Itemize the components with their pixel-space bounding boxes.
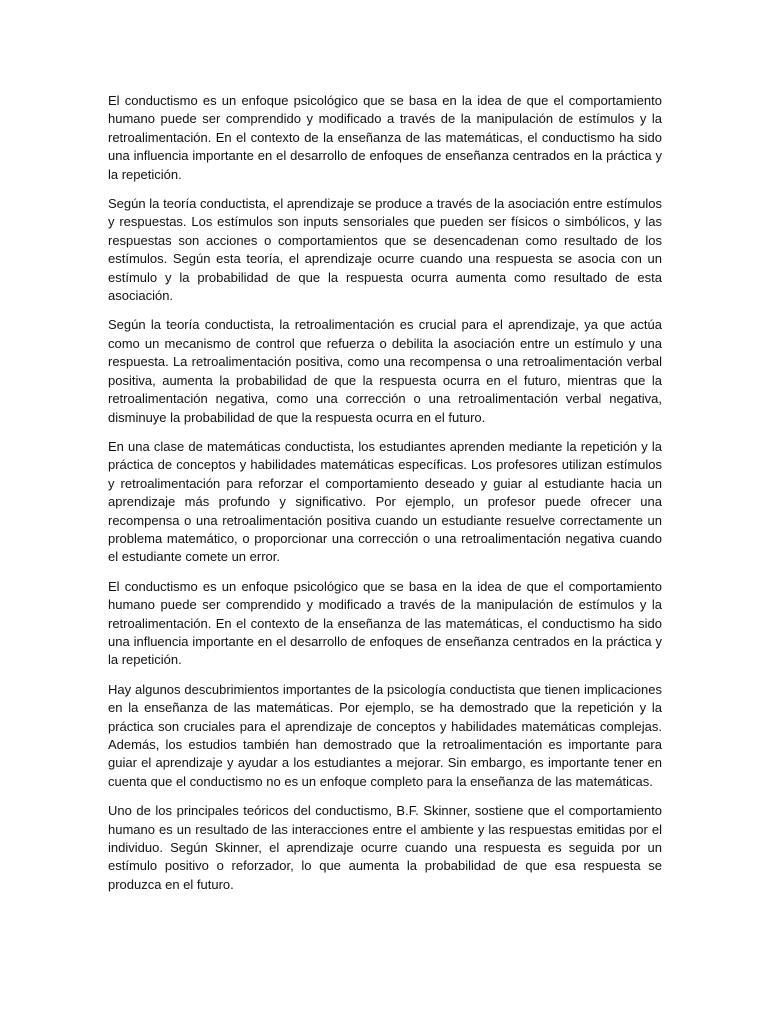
paragraph-1: El conductismo es un enfoque psicológico que se basa en la idea de que el comportamiento humano puede ser comprendido y modificado a través de la manipulación de estímulos y la retroalimentación. En el contexto de la enseñanza de las matemáticas, el conductismo ha sido una influencia importante en el desarrollo de enfoques de enseñanza centrados en la práctica y la repetición.	[108, 93, 662, 182]
paragraph-6: Hay algunos descubrimientos importantes de la psicología conductista que tienen implicaciones en la enseñanza de las matemáticas. Por ejemplo, se ha demostrado que la repetición y la práctica son cruciales para el aprendizaje de conceptos y habilidades matemáticas complejas. Además, los estudios también han demostrado que la retroalimentación es importante para guiar el aprendizaje y ayudar a los estudiantes a mejorar. Sin embargo, es importante tener en cuenta que el conductismo no es un enfoque completo para la enseñanza de las matemáticas.	[108, 681, 662, 789]
paragraph-4: En una clase de matemáticas conductista, los estudiantes aprenden mediante la repetición y la práctica de conceptos y habilidades matemáticas específicas. Los profesores utilizan estímulos y retroalimentación para reforzar el comportamiento deseado y guiar al estudiante hacia un aprendizaje más profundo y significativo. Por ejemplo, un profesor puede ofrecer una recompensa o una retroalimentación positiva cuando un estudiante resuelve correctamente un problema matemático, o proporcionar una corrección o una retroalimentación negativa cuando el estudiante comete un error.	[108, 438, 662, 565]
paragraph-2: Según la teoría conductista, el aprendizaje se produce a través de la asociación entre estímulos y respuestas. Los estímulos son inputs sensoriales que pueden ser físicos o simbólicos, y las respuestas son acciones o comportamientos que se desencadenan como resultado de los estímulos. Según esta teoría, el aprendizaje ocurre cuando una respuesta se asocia con un estímulo y la probabilidad de que la respuesta ocurra aumenta como resultado de esta asociación.	[108, 196, 662, 304]
document-page	[108, 92, 662, 905]
paragraph-3: Según la teoría conductista, la retroalimentación es crucial para el aprendizaje, ya que actúa como un mecanismo de control que refuerza o debilita la asociación entre un estímulo y una respuesta. La retroalimentación positiva, como una recompensa o una retroalimentación verbal positiva, aumenta la probabilidad de que la respuesta ocurra en el futuro, mientras que la retroalimentación negativa, como una corrección o una retroalimentación verbal negativa, disminuye la probabilidad de que la respuesta ocurra en el futuro.	[108, 317, 662, 425]
paragraph-5: El conductismo es un enfoque psicológico que se basa en la idea de que el comportamiento humano puede ser comprendido y modificado a través de la manipulación de estímulos y la retroalimentación. En el contexto de la enseñanza de las matemáticas, el conductismo ha sido una influencia importante en el desarrollo de enfoques de enseñanza centrados en la práctica y la repetición.	[108, 578, 662, 668]
paragraph-7: Uno de los principales teóricos del conductismo, B.F. Skinner, sostiene que el comportamiento humano es un resultado de las interacciones entre el ambiente y las respuestas emitidas por el individuo. Según Skinner, el aprendizaje ocurre cuando una respuesta es seguida por un estímulo positivo o reforzador, lo que aumenta la probabilidad de que esa respuesta se produzca en el futuro.	[108, 803, 662, 892]
